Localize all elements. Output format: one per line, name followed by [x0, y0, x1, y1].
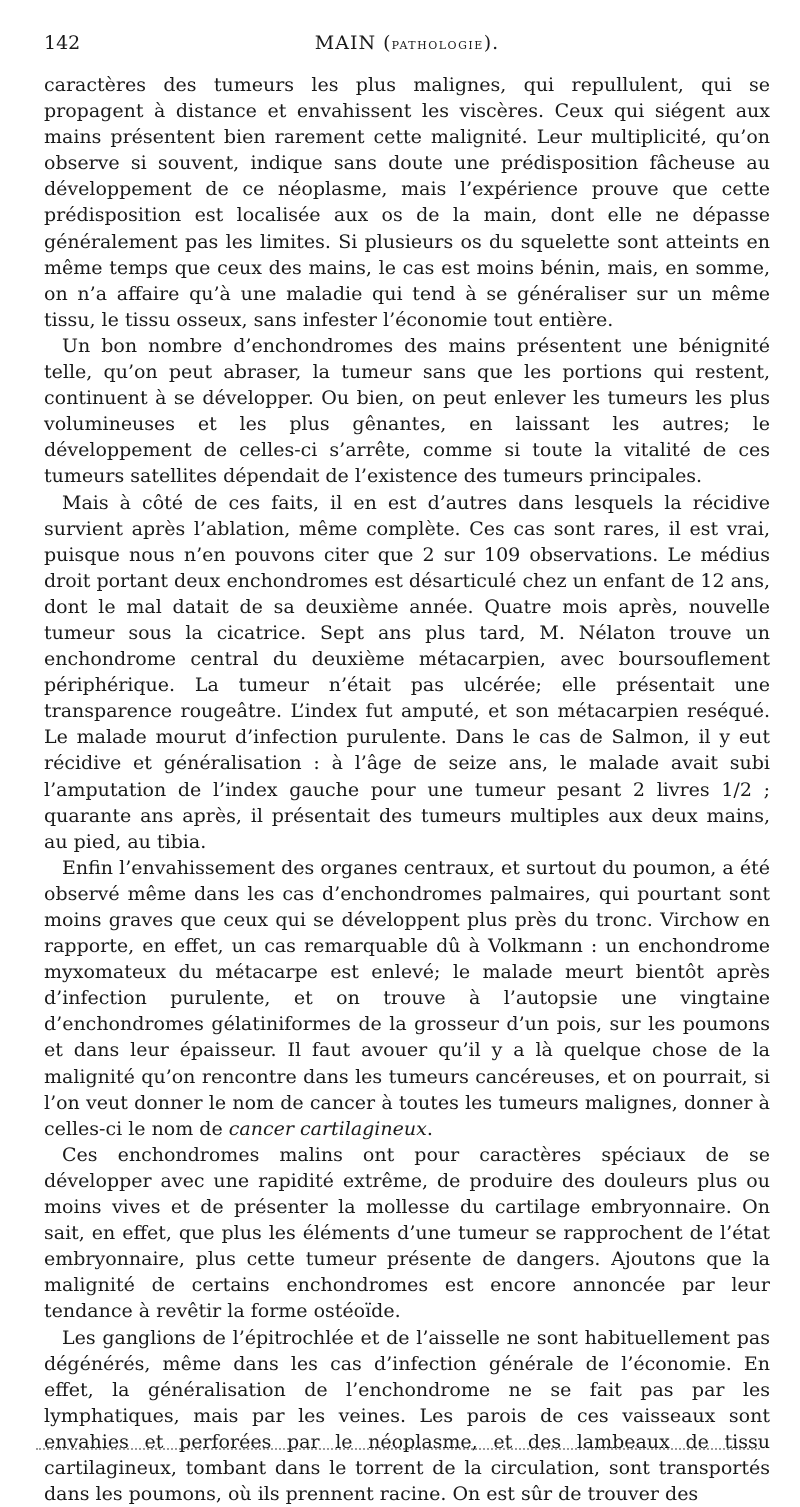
paragraph-2-text: Un bon nombre d’enchondromes des mains présentent une bénignité telle, qu’on peut abraser, la tumeur sans que les portions qui restent, continuent à se développer. Ou bien, on peut enlever les tumeurs les plus volumineuses et les plus gênantes, en laissant les autres; le développement de celles-ci s’arrête, comme si toute la vitalité de ces tumeurs satellites dépendait de l’existence des tumeurs principales. — [44, 335, 770, 487]
paragraph-4-italic-term: cancer cartilagineux — [229, 1118, 427, 1140]
paragraph-5 — [44, 1142, 770, 1325]
paragraph-1 — [44, 72, 770, 333]
running-title-end: ). — [484, 32, 499, 54]
running-title-small-caps: pathologie — [392, 35, 484, 53]
paragraph-1-text: caractères des tumeurs les plus malignes, qui repullulent, qui se propagent à distance et envahissent les viscères. Ceux qui siégent aux mains présentent bien rarement cette malignité. Leur multiplicité, qu’on observe si souvent, indique sans doute une prédisposition fâcheuse au développement de ce néoplasme, mais l’expérience prouve que cette prédisposition est localisée aux os de la main, dont elle ne dépasse généralement pas les limites. Si plusieurs os du squelette sont atteints en même temps que ceux des mains, le cas est moins bénin, mais, en somme, on n’a affaire qu’à une maladie qui tend à se généraliser sur un même tissu, le tissu osseux, sans infester l’économie tout entière. — [44, 74, 770, 331]
page-number: 142 — [44, 32, 80, 54]
paragraph-6 — [44, 1325, 770, 1507]
paragraph-4-text: Enfin l’envahissement des organes centraux, et surtout du poumon, a été observé même dans les cas d’enchondromes palmaires, qui pourtant sont moins graves que ceux qui se développent plus près du tronc. Virchow en rapporte, en effet, un cas remarquable dû à Volkmann : un enchondrome myxomateux du métacarpe est enlevé; le malade meurt bientôt après d’infection purulente, et on trouve à l’autopsie une vingtaine d’enchondromes gélatiniformes de la grosseur d’un pois, sur les poumons et dans leur épaisseur. Il faut avouer qu’il y a là quelque chose de la malignité qu’on rencontre dans les tumeurs cancéreuses, et on pourrait, si l’on veut donner le nom de cancer à toutes les tumeurs malignes, donner à celles-ci le nom de — [44, 857, 770, 1140]
paragraph-6-text: Les ganglions de l’épitrochlée et de l’aisselle ne sont habituellement pas dégénérés, même dans les cas d’infection générale de l’économie. En effet, la généralisation de l’enchondrome ne se fait pas par les lymphatiques, mais par les veines. Les parois de ces vaisseaux sont envahies et perforées par le néoplasme, et des lambeaux de tissu cartilagineux, tombant dans le torrent de la circulation, sont transportés dans les poumons, où ils prennent racine. On est sûr de trouver des — [44, 1327, 770, 1506]
body-text — [44, 72, 770, 1507]
footer-dotted-rule — [36, 1448, 760, 1450]
paragraph-4 — [44, 855, 770, 1142]
paragraph-4-end: . — [427, 1118, 433, 1140]
paragraph-5-text: Ces enchondromes malins ont pour caractères spéciaux de se développer avec une rapidité extrême, de produire des douleurs plus ou moins vives et de présenter la mollesse du cartilage embryonnaire. On sait, en effet, que plus les éléments d’une tumeur se rapprochent de l’état embryonnaire, plus cette tumeur présente de dangers. Ajoutons que la malignité de certains enchondromes est encore annoncée par leur tendance à revêtir la forme ostéoïde. — [44, 1144, 770, 1323]
running-title — [44, 32, 770, 54]
running-title-main: MAIN ( — [315, 32, 392, 54]
page-header — [44, 28, 770, 56]
paragraph-2 — [44, 333, 770, 490]
paragraph-3-text: Mais à côté de ces faits, il en est d’autres dans lesquels la récidive survient après l’ablation, même complète. Ces cas sont rares, il est vrai, puisque nous n’en pouvons citer que 2 sur 109 observations. Le médius droit portant deux enchondromes est désarticulé chez un enfant de 12 ans, dont le mal datait de sa deuxième année. Quatre mois après, nouvelle tumeur sous la cicatrice. Sept ans plus tard, M. Nélaton trouve un enchondrome central du deuxième métacarpien, avec boursouflement périphérique. La tumeur n’était pas ulcérée; elle présentait une transparence rougeâtre. L’index fut amputé, et son métacarpien reséqué. Le malade mourut d’infection purulente. Dans le cas de Salmon, il y eut récidive et généralisation : à l’âge de seize ans, le malade avait subi l’amputation de l’index gauche pour une tumeur pesant 2 livres 1/2 ; quarante ans après, il présentait des tumeurs multiples aux deux mains, au pied, au tibia. — [44, 492, 770, 853]
paragraph-3 — [44, 490, 770, 855]
